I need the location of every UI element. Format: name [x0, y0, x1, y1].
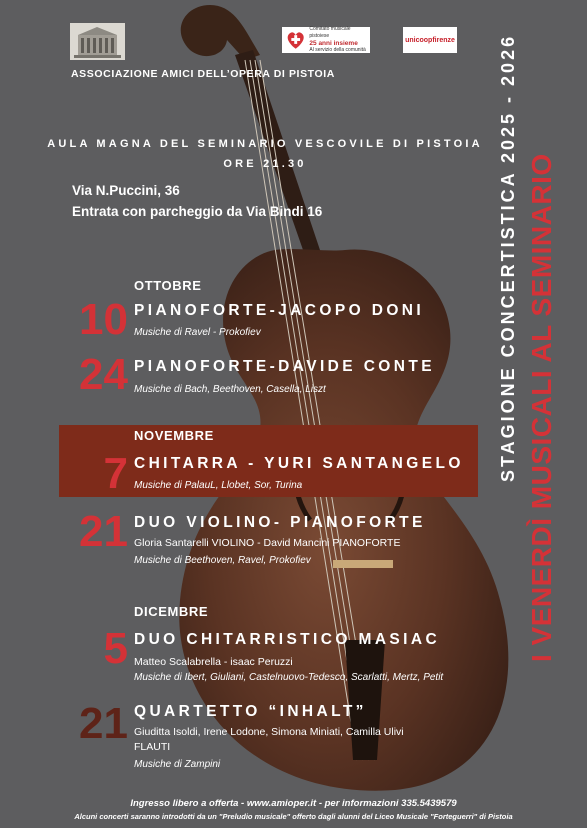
- venue-name: AULA MAGNA DEL SEMINARIO VESCOVILE DI PISTOIA: [47, 138, 483, 150]
- logo-mid-line-3: Al servizio della comunità: [309, 47, 366, 53]
- event-day: 24: [79, 350, 128, 399]
- concert-time: ORE 21.30: [223, 158, 307, 170]
- parking-info: Entrata con parcheggio da Via Bindi 16: [72, 204, 323, 219]
- month-december: DICEMBRE: [134, 604, 209, 619]
- event-program: Musiche di Bach, Beethoven, Casella, Liszt: [134, 384, 326, 395]
- event-title: QUARTETTO “INHALT”: [134, 703, 367, 720]
- theater-logo: [70, 23, 125, 60]
- footer-note: Alcuni concerti saranno introdotti da un "Preludio musicale" offerto dagli alunni del Liceo Musicale "Forteguerri" di Pistoia: [74, 812, 513, 821]
- event-day: 10: [79, 295, 128, 344]
- event-day: 5: [103, 624, 128, 673]
- cello-illustration: [95, 0, 515, 810]
- event-performers: Matteo Scalabrella - isaac Peruzzi: [134, 656, 293, 668]
- season-title: STAGIONE CONCERTISTICA 2025 - 2026: [498, 33, 518, 482]
- event-title: PIANOFORTE-DAVIDE CONTE: [134, 358, 435, 375]
- unicoop-logo: [403, 27, 457, 53]
- event-program: Musiche di Ravel - Prokofiev: [134, 327, 261, 338]
- footer-info: Ingresso libero a offerta - www.amioper.it - per informazioni 335.5439579: [130, 798, 457, 809]
- month-october: OTTOBRE: [134, 278, 202, 293]
- event-program: Musiche di PalauL, Llobet, Sor, Turina: [134, 480, 303, 491]
- event-title: DUO VIOLINO- PIANOFORTE: [134, 514, 426, 531]
- event-title: PIANOFORTE-JACOPO DONI: [134, 302, 425, 319]
- event-day: 7: [103, 449, 128, 498]
- event-program: Musiche di Zampini: [134, 759, 221, 770]
- theater-building-icon: [70, 23, 125, 60]
- event-day: 21: [79, 699, 128, 748]
- venue-address: Via N.Puccini, 36: [72, 183, 180, 198]
- association-name: ASSOCIAZIONE AMICI DELL’OPERA DI PISTOIA: [71, 68, 335, 80]
- logo-mid-line-1: Comitato musicale pistoiese: [309, 26, 351, 39]
- event-performers-role: FLAUTI: [134, 741, 171, 753]
- event-day: 21: [79, 507, 128, 556]
- unicoop-logo-text: unicoopfirenze: [405, 36, 455, 44]
- event-program: Musiche di Ibert, Giuliani, Castelnuovo-Tedesco, Scarlatti, Mertz, Petit: [134, 672, 444, 683]
- series-title: I VENERDÌ MUSICALI AL SEMINARIO: [526, 153, 557, 662]
- month-november: NOVEMBRE: [134, 428, 214, 443]
- event-title: CHITARRA - YURI SANTANGELO: [134, 455, 464, 472]
- heart-cross-icon: [285, 29, 306, 51]
- logo-mid-line-2: 25 anni insieme: [309, 40, 358, 47]
- event-title: DUO CHITARRISTICO MASIAC: [134, 631, 441, 648]
- event-performers: Gloria Santarelli VIOLINO - David Mancini PIANOFORTE: [134, 537, 401, 549]
- event-program: Musiche di Beethoven, Ravel, Prokofiev: [134, 555, 311, 566]
- committee-logo: [282, 27, 370, 53]
- event-performers: Giuditta Isoldi, Irene Lodone, Simona Miniati, Camilla Ulivi: [134, 726, 404, 738]
